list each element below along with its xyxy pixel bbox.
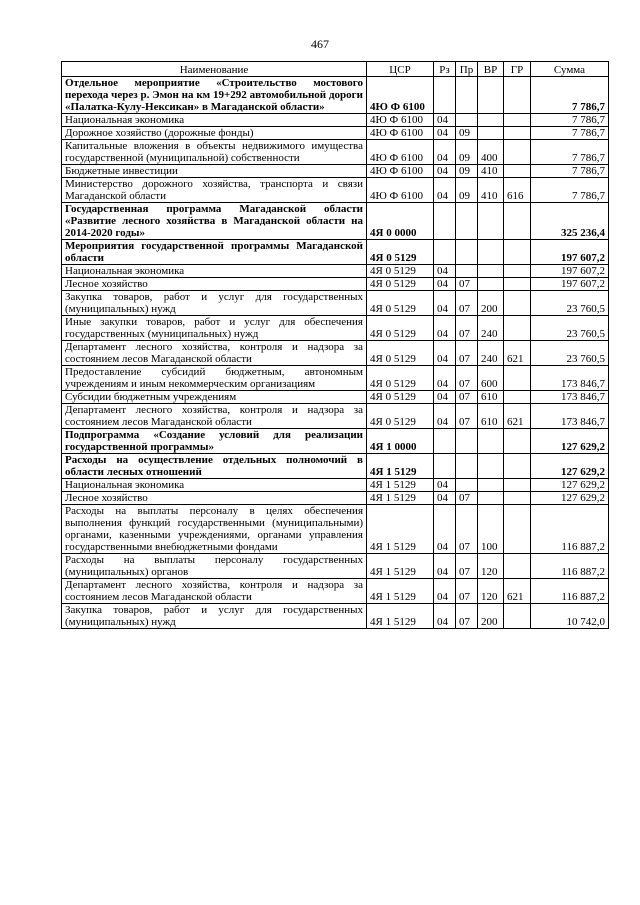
row-rz: 04 (434, 404, 456, 429)
table-row (62, 203, 609, 240)
row-vr (478, 114, 504, 127)
row-gr (504, 454, 531, 479)
row-gr (504, 77, 531, 114)
row-gr: 616 (504, 178, 531, 203)
row-sum: 173 846,7 (531, 366, 609, 391)
row-vr (478, 265, 504, 278)
row-gr (504, 165, 531, 178)
row-csr: 4Ю Ф 6100 (367, 140, 434, 165)
row-csr: 4Я 0 5129 (367, 291, 434, 316)
table-row (62, 391, 609, 404)
row-sum: 7 786,7 (531, 178, 609, 203)
row-vr: 240 (478, 316, 504, 341)
row-pr: 07 (456, 554, 478, 579)
row-vr: 610 (478, 391, 504, 404)
row-vr: 240 (478, 341, 504, 366)
row-csr: 4Я 0 5129 (367, 240, 434, 265)
row-pr: 07 (456, 291, 478, 316)
row-gr (504, 291, 531, 316)
row-vr: 610 (478, 404, 504, 429)
row-csr: 4Я 1 5129 (367, 554, 434, 579)
row-pr: 07 (456, 579, 478, 604)
row-csr: 4Я 1 5129 (367, 479, 434, 492)
row-csr: 4Я 0 0000 (367, 203, 434, 240)
row-name: Закупка товаров, работ и услуг для государственных (муниципальных) нужд (62, 604, 367, 629)
header-gr: ГР (504, 62, 531, 77)
row-sum: 7 786,7 (531, 77, 609, 114)
row-pr (456, 454, 478, 479)
table-body (62, 77, 609, 629)
row-vr (478, 240, 504, 265)
row-sum: 116 887,2 (531, 554, 609, 579)
row-gr (504, 114, 531, 127)
row-rz: 04 (434, 316, 456, 341)
row-sum: 197 607,2 (531, 240, 609, 265)
row-sum: 127 629,2 (531, 479, 609, 492)
row-rz: 04 (434, 505, 456, 554)
row-name: Национальная экономика (62, 114, 367, 127)
row-sum: 197 607,2 (531, 278, 609, 291)
row-pr (456, 265, 478, 278)
row-sum: 173 846,7 (531, 391, 609, 404)
row-gr (504, 278, 531, 291)
row-csr: 4Ю Ф 6100 (367, 178, 434, 203)
row-name: Отдельное мероприятие «Строительство мостового перехода через р. Эмон на км 19+292 автомобильной дороги «Палатка-Кулу-Нексикан» в Магаданской области» (62, 77, 367, 114)
row-name: Департамент лесного хозяйства, контроля и надзора за состоянием лесов Магаданской области (62, 579, 367, 604)
row-name: Лесное хозяйство (62, 492, 367, 505)
row-sum: 127 629,2 (531, 429, 609, 454)
row-csr: 4Я 1 5129 (367, 604, 434, 629)
row-csr: 4Я 0 5129 (367, 316, 434, 341)
row-name: Капитальные вложения в объекты недвижимого имущества государственной (муниципальной) собственности (62, 140, 367, 165)
row-rz: 04 (434, 114, 456, 127)
table-row (62, 366, 609, 391)
row-name: Национальная экономика (62, 479, 367, 492)
table-row (62, 265, 609, 278)
row-name: Бюджетные инвестиции (62, 165, 367, 178)
row-csr: 4Я 0 5129 (367, 404, 434, 429)
header-pr: Пр (456, 62, 478, 77)
row-name: Мероприятия государственной программы Магаданской области (62, 240, 367, 265)
row-name: Государственная программа Магаданской области «Развитие лесного хозяйства в Магаданской области на 2014-2020 годы» (62, 203, 367, 240)
row-pr (456, 203, 478, 240)
row-pr: 07 (456, 404, 478, 429)
row-sum: 173 846,7 (531, 404, 609, 429)
row-sum: 116 887,2 (531, 579, 609, 604)
row-gr (504, 479, 531, 492)
row-sum: 23 760,5 (531, 341, 609, 366)
row-sum: 127 629,2 (531, 492, 609, 505)
row-rz: 04 (434, 265, 456, 278)
row-name: Департамент лесного хозяйства, контроля и надзора за состоянием лесов Магаданской области (62, 341, 367, 366)
row-sum: 127 629,2 (531, 454, 609, 479)
row-gr: 621 (504, 404, 531, 429)
row-csr: 4Я 1 0000 (367, 429, 434, 454)
row-pr: 07 (456, 604, 478, 629)
row-sum: 23 760,5 (531, 291, 609, 316)
row-csr: 4Я 0 5129 (367, 265, 434, 278)
row-rz: 04 (434, 178, 456, 203)
table-row (62, 240, 609, 265)
row-vr: 120 (478, 554, 504, 579)
row-vr (478, 127, 504, 140)
row-csr: 4Ю Ф 6100 (367, 77, 434, 114)
table-row (62, 77, 609, 114)
row-rz: 04 (434, 291, 456, 316)
row-csr: 4Я 0 5129 (367, 278, 434, 291)
row-name: Предоставление субсидий бюджетным, автономным учреждениям и иным некоммерческим организациям (62, 366, 367, 391)
row-csr: 4Я 1 5129 (367, 505, 434, 554)
row-gr (504, 604, 531, 629)
row-sum: 7 786,7 (531, 165, 609, 178)
row-rz: 04 (434, 604, 456, 629)
row-pr (456, 429, 478, 454)
row-gr (504, 140, 531, 165)
row-gr (504, 265, 531, 278)
row-rz: 04 (434, 391, 456, 404)
row-pr: 09 (456, 165, 478, 178)
row-pr (456, 479, 478, 492)
page-number: 467 (311, 37, 329, 51)
row-rz: 04 (434, 579, 456, 604)
row-vr: 100 (478, 505, 504, 554)
row-name: Расходы на осуществление отдельных полномочий в области лесных отношений (62, 454, 367, 479)
row-name: Расходы на выплаты персоналу в целях обеспечения выполнения функций государственными (муниципальными) органами, казенными учреждениями, органами управления государственными внебюджетными фондами (62, 505, 367, 554)
header-vr: ВР (478, 62, 504, 77)
header-csr: ЦСР (367, 62, 434, 77)
row-vr (478, 203, 504, 240)
row-sum: 116 887,2 (531, 505, 609, 554)
row-vr (478, 479, 504, 492)
row-sum: 10 742,0 (531, 604, 609, 629)
row-pr (456, 114, 478, 127)
table-row (62, 492, 609, 505)
row-gr (504, 316, 531, 341)
row-vr: 410 (478, 178, 504, 203)
row-pr: 07 (456, 316, 478, 341)
row-sum: 7 786,7 (531, 127, 609, 140)
row-gr (504, 240, 531, 265)
row-name: Департамент лесного хозяйства, контроля и надзора за состоянием лесов Магаданской области (62, 404, 367, 429)
row-name: Министерство дорожного хозяйства, транспорта и связи Магаданской области (62, 178, 367, 203)
row-vr: 600 (478, 366, 504, 391)
row-gr: 621 (504, 341, 531, 366)
row-vr (478, 429, 504, 454)
table-row (62, 278, 609, 291)
table-row (62, 341, 609, 366)
header-sum: Сумма (531, 62, 609, 77)
row-gr (504, 429, 531, 454)
row-csr: 4Я 0 5129 (367, 391, 434, 404)
row-rz: 04 (434, 165, 456, 178)
row-vr (478, 454, 504, 479)
row-sum: 23 760,5 (531, 316, 609, 341)
row-gr (504, 505, 531, 554)
row-vr: 200 (478, 291, 504, 316)
row-csr: 4Ю Ф 6100 (367, 114, 434, 127)
row-rz: 04 (434, 492, 456, 505)
row-pr: 09 (456, 140, 478, 165)
row-vr: 400 (478, 140, 504, 165)
row-rz: 04 (434, 127, 456, 140)
header-rz: Рз (434, 62, 456, 77)
row-rz (434, 240, 456, 265)
table-row (62, 291, 609, 316)
row-vr: 120 (478, 579, 504, 604)
header-name: Наименование (62, 62, 367, 77)
row-rz (434, 77, 456, 114)
row-rz: 04 (434, 140, 456, 165)
row-csr: 4Я 1 5129 (367, 579, 434, 604)
row-rz: 04 (434, 278, 456, 291)
row-vr: 200 (478, 604, 504, 629)
row-rz (434, 454, 456, 479)
table-row (62, 404, 609, 429)
row-sum: 197 607,2 (531, 265, 609, 278)
table-row (62, 178, 609, 203)
table-row (62, 554, 609, 579)
row-pr: 09 (456, 178, 478, 203)
row-name: Национальная экономика (62, 265, 367, 278)
table-row (62, 140, 609, 165)
row-csr: 4Ю Ф 6100 (367, 127, 434, 140)
row-pr: 07 (456, 505, 478, 554)
table-row (62, 454, 609, 479)
row-name: Дорожное хозяйство (дорожные фонды) (62, 127, 367, 140)
row-gr (504, 391, 531, 404)
row-pr: 07 (456, 391, 478, 404)
row-name: Лесное хозяйство (62, 278, 367, 291)
row-rz (434, 429, 456, 454)
row-pr: 07 (456, 278, 478, 291)
row-pr (456, 240, 478, 265)
row-name: Подпрограмма «Создание условий для реализации государственной программы» (62, 429, 367, 454)
row-pr: 07 (456, 341, 478, 366)
row-sum: 7 786,7 (531, 114, 609, 127)
row-rz: 04 (434, 479, 456, 492)
row-name: Закупка товаров, работ и услуг для государственных (муниципальных) нужд (62, 291, 367, 316)
row-gr (504, 127, 531, 140)
row-pr: 09 (456, 127, 478, 140)
row-vr: 410 (478, 165, 504, 178)
table-row (62, 604, 609, 629)
row-vr (478, 77, 504, 114)
row-rz: 04 (434, 341, 456, 366)
table-row (62, 505, 609, 554)
row-name: Расходы на выплаты персоналу государственных (муниципальных) органов (62, 554, 367, 579)
row-csr: 4Я 0 5129 (367, 341, 434, 366)
row-pr: 07 (456, 366, 478, 391)
row-rz (434, 203, 456, 240)
row-rz: 04 (434, 554, 456, 579)
row-gr (504, 203, 531, 240)
table-row (62, 127, 609, 140)
row-csr: 4Я 1 5129 (367, 492, 434, 505)
row-csr: 4Я 0 5129 (367, 366, 434, 391)
budget-table (61, 61, 609, 629)
table-row (62, 479, 609, 492)
row-name: Субсидии бюджетным учреждениям (62, 391, 367, 404)
table-header-row (62, 62, 609, 77)
row-csr: 4Я 1 5129 (367, 454, 434, 479)
row-pr (456, 77, 478, 114)
row-vr (478, 278, 504, 291)
row-gr: 621 (504, 579, 531, 604)
table-row (62, 316, 609, 341)
row-sum: 7 786,7 (531, 140, 609, 165)
row-name: Иные закупки товаров, работ и услуг для обеспечения государственных (муниципальных) нужд (62, 316, 367, 341)
row-gr (504, 554, 531, 579)
table-row (62, 114, 609, 127)
table-row (62, 429, 609, 454)
row-gr (504, 366, 531, 391)
row-rz: 04 (434, 366, 456, 391)
table-row (62, 579, 609, 604)
table-row (62, 165, 609, 178)
row-vr (478, 492, 504, 505)
row-pr: 07 (456, 492, 478, 505)
row-csr: 4Ю Ф 6100 (367, 165, 434, 178)
row-sum: 325 236,4 (531, 203, 609, 240)
row-gr (504, 492, 531, 505)
